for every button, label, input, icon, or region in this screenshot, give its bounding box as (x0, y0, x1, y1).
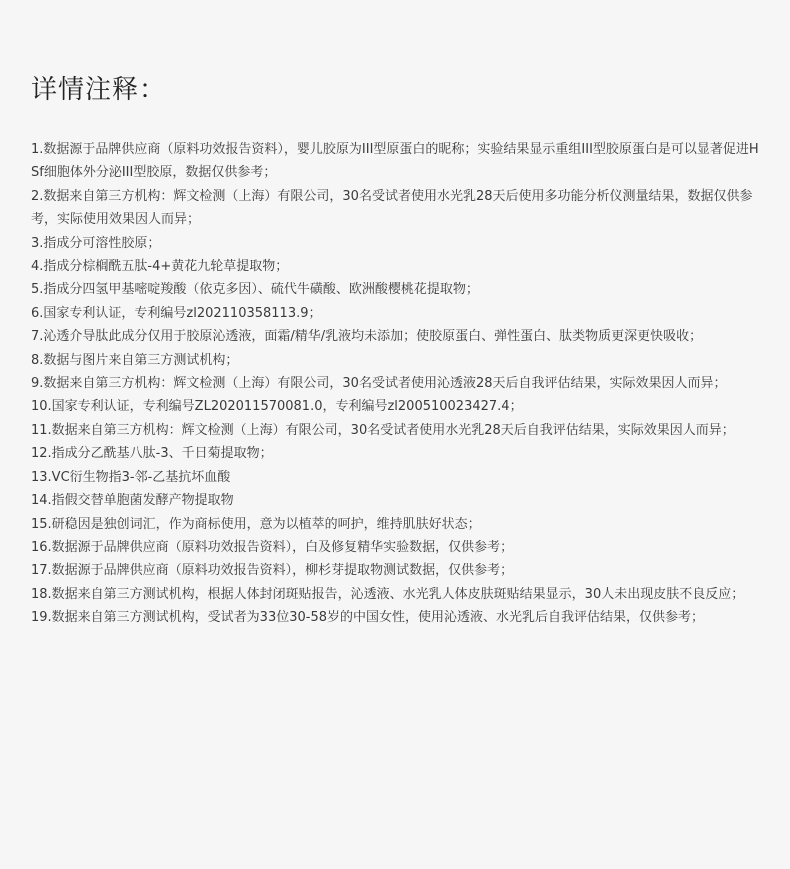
note-item: 9.数据来自第三方机构：辉文检测（上海）有限公司，30名受试者使用沁透液28天后自我评估结果，实际效果因人而异； (31, 376, 727, 392)
page-title: 详情注释： (31, 75, 167, 105)
note-item: 2.数据来自第三方机构：辉文检测（上海）有限公司，30名受试者使用水光乳28天后使用多功能分析仪测量结果，数据仅供参考，实际使用效果因人而异； (31, 188, 753, 228)
note-item: 16.数据源于品牌供应商（原料功效报告资料），白及修复精华实验数据，仅供参考； (31, 539, 514, 555)
note-item: 12.指成分乙酰基八肽-3、千日菊提取物； (31, 446, 273, 462)
note-item: 18.数据来自第三方测试机构，根据人体封闭斑贴报告，沁透液、水光乳人体皮肤斑贴结果显示，30人未出现皮肤不良反应； (31, 586, 745, 602)
note-item: 19.数据来自第三方测试机构，受试者为33位30-58岁的中国女性，使用沁透液、水光乳后自我评估结果，仅供参考； (31, 610, 704, 626)
note-item: 17.数据源于品牌供应商（原料功效报告资料），柳杉芽提取物测试数据，仅供参考； (31, 563, 514, 579)
note-item: 7.沁透介导肽此成分仅用于胶原沁透液，面霜/精华/乳液均未添加；使胶原蛋白、弹性蛋白、肽类物质更深更快吸收； (31, 329, 703, 345)
note-item: 1.数据源于品牌供应商（原料功效报告资料），婴儿胶原为III型原蛋白的昵称；实验结果显示重组III型胶原蛋白是可以显著促进HSf细胞体外分泌III型胶原，数据仅供参考； (31, 142, 759, 181)
note-item: 13.VC衍生物指3-邻-乙基抗坏血酸 (31, 469, 231, 485)
note-item: 14.指假交替单胞菌发酵产物提取物 (31, 493, 234, 509)
note-item: 8.数据与图片来自第三方测试机构； (31, 352, 239, 368)
note-item: 4.指成分棕榈酰五肽-4+黄花九轮草提取物； (31, 259, 289, 275)
note-item: 5.指成分四氢甲基嘧啶羧酸（依克多因）、硫代牛磺酸、欧洲酸樱桃花提取物； (31, 282, 479, 298)
note-item: 6.国家专利认证，专利编号zl202110358113.9； (31, 305, 322, 321)
note-item: 10.国家专利认证，专利编号ZL202011570081.0，专利编号zl200510023427.4； (31, 399, 523, 415)
note-item: 3.指成分可溶性胶原； (31, 235, 161, 251)
note-item: 11.数据来自第三方机构：辉文检测（上海）有限公司，30名受试者使用水光乳28天后自我评估结果，实际效果因人而异； (31, 422, 735, 438)
note-item: 15.研稳因是独创词汇，作为商标使用，意为以植萃的呵护，维持肌肤好状态； (31, 516, 481, 532)
notes-list (31, 138, 765, 630)
